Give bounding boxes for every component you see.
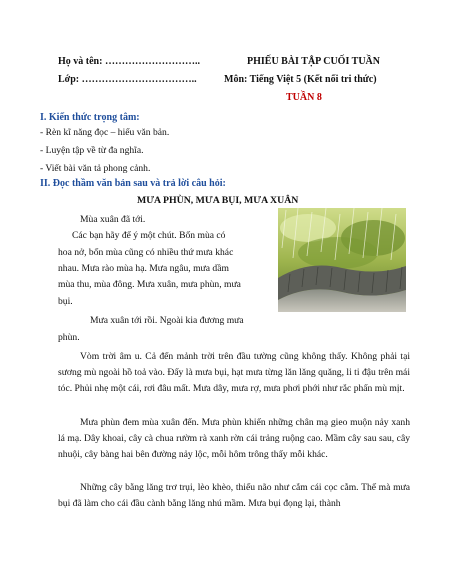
passage-line: Mưa xuân tới rồi. Ngoài kia đương mưa: [90, 315, 244, 326]
section-2-heading: II. Đọc thầm văn bản sau và trả lời câu hỏi:: [40, 178, 226, 189]
passage-title: MƯA PHÙN, MƯA BỤI, MƯA XUÂN: [137, 195, 299, 206]
week-label: TUẦN 8: [286, 92, 322, 103]
passage-paragraph: Những cây bằng lăng trơ trụi, lèo khèo, thiếu não như cắm cái cọc cằm. Thế mà mưa bụi đã làm cho cái đầu cành bằng lăng nhú mầm. Mưa bụi đọng lại, thành: [58, 482, 410, 509]
passage-paragraph: Vòm trời âm u. Cả đến mảnh trời trên đầu tường cũng không thấy. Không phải tại sương mù ngoài hồ toả vào. Đấy là mưa bụi, hạt mưa từng lăn lăng quăng, li ti đậu trên mái tóc. Phủi nhẹ một cái, rơi đâu mất. Mưa dây, mưa rợ, mưa phơi phới như rắc phấn mù mịt.: [58, 351, 410, 394]
passage-line: bụi.: [58, 296, 73, 307]
passage-line: mùa thu, mùa đông. Mưa xuân, mưa phùn, mưa: [58, 279, 241, 290]
section-1-item: - Viết bài văn tả phong cảnh.: [40, 163, 151, 174]
class-field-label: Lớp: ……………………………..: [58, 74, 197, 85]
passage-line: nhau. Mưa rào mùa hạ. Mưa ngâu, mưa dầm: [58, 263, 229, 274]
passage-line: Mùa xuân đã tới.: [80, 214, 146, 225]
passage-line: hoa nở, bốn mùa cũng có nhiều thứ mưa khác: [58, 247, 234, 258]
section-1-item: - Luyện tập về từ đa nghĩa.: [40, 145, 144, 156]
sheet-title: PHIẾU BÀI TẬP CUỐI TUẦN: [247, 56, 380, 67]
passage-line: phùn.: [58, 332, 80, 343]
subject-title: Môn: Tiếng Việt 5 (Kết nối tri thức): [224, 74, 377, 85]
passage-paragraph: Mưa phùn đem mùa xuân đến. Mưa phùn khiến những chân mạ gieo muộn nảy xanh lá mạ. Dây khoai, cây cà chua rườm rà xanh rờn cái trảng ruộng cao. Mầm cây sau sau, cây nhuội, cây bàng hai bên đường nảy lộc, mỗi hôm trông thấy mỗi khác.: [58, 417, 410, 460]
rain-photo-illustration: [278, 208, 406, 312]
section-1-heading: I. Kiến thức trọng tâm:: [40, 112, 140, 123]
name-field-label: Họ và tên: ………………………..: [58, 56, 200, 67]
rain-photo: [278, 208, 406, 312]
passage-line: Các bạn hãy để ý một chút. Bốn mùa có: [72, 230, 226, 241]
section-1-item: - Rèn kĩ năng đọc – hiểu văn bản.: [40, 127, 170, 138]
